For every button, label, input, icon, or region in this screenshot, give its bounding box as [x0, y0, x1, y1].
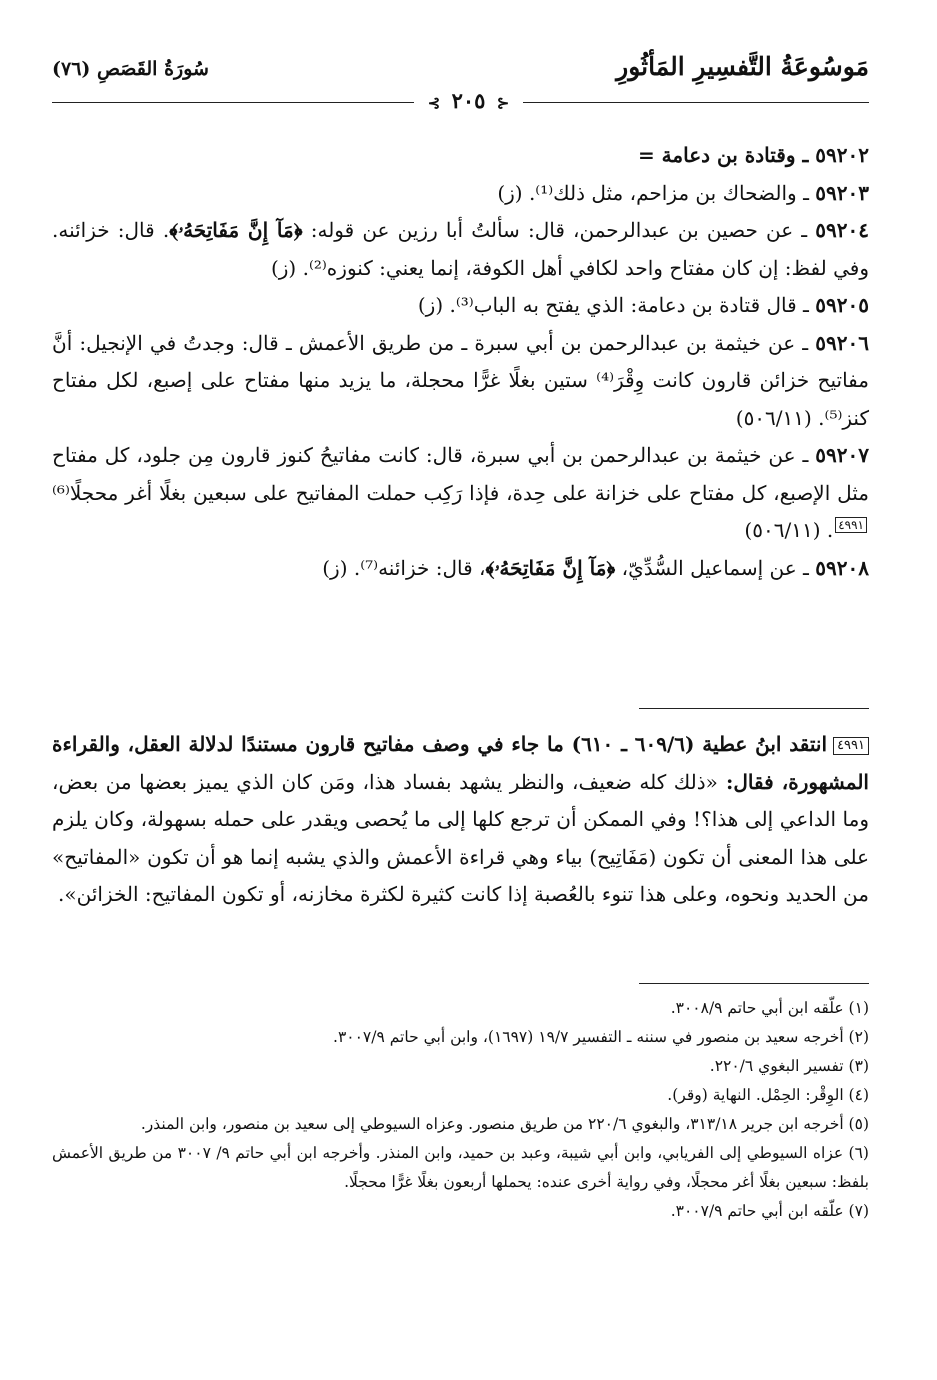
page-number-box — [414, 88, 524, 113]
entry-text-cont: . (٥٠٦/١١) — [744, 518, 834, 542]
footnotes — [52, 994, 869, 1226]
entry-text: ـ وقتادة بن دعامة = — [637, 143, 816, 167]
entry-number: ٥٩٢٠٦ — [815, 330, 869, 355]
entry-text: ـ عن إسماعيل السُّدِّيّ، — [615, 555, 816, 580]
entry-text: ـ عن حصين بن عبدالرحمن، قال: سألتُ أبا رزين عن قوله: — [302, 218, 816, 242]
main-text — [52, 137, 869, 587]
entry-text: ـ والضحاك بن مزاحم، مثل ذلك⁽¹⁾. (ز) — [497, 180, 816, 205]
commentary-separator — [639, 708, 869, 709]
ornament-left-icon: ⊱ — [427, 94, 441, 112]
entry-number: ٥٩٢٠٥ — [815, 293, 869, 317]
entry-text: ـ عن خيثمة بن عبدالرحمن بن أبي سبرة ـ من طريق الأعمش ـ قال: وجدتُ في الإنجيل: أنَّ مفاتيح خزائن قارون كانت وِقْرَ⁽⁴⁾ ستين بغلًا غرًّا محجلة، ما يزيد منها مفتاح على إصبع، لكل مفتاح كنز⁽⁵⁾. (٥٠٦/١١) — [52, 330, 869, 430]
entry-59208 — [52, 550, 869, 588]
quran-quote: ﴿مَآ إِنَّ مَفَاتِحَهُۥ﴾ — [169, 218, 303, 242]
commentary-quote: «ذلك كله ضعيف، والنظر يشهد بفساد هذا، ومَن كان الذي يميز بعضها من بعض، وما الداعي إلى هذا؟! وفي الممكن أن ترجع كلها إلى ما يُحصى ويقدر على حمله بسهولة، وكان يلزم على هذا المعنى أن تكون (مَفَاتِيح) بياء وهي قراءة الأعمش والذي يشبه إنما هو أن تكون «المفاتيح» من الحديد ونحوه، وعلى هذا تنوء بالعُصبة إذا كانت كثيرة لكثرة مخازنه، أو تكون المفاتيح: الخزائن». — [52, 769, 869, 906]
entry-text: ـ عن خيثمة بن عبدالرحمن بن أبي سبرة، قال: كانت مفاتيحُ كنوز قارون مِن جلود، كل مفتاح مثل الإصبع، كل مفتاح على خزانة على حِدة، فإذا رَكِب حملت المفاتيح على سبعين بغلًا أغر محجلًا⁽⁶⁾ — [52, 443, 869, 505]
commentary-lead: انتقد ابنُ عطية (٦٠٩/٦ ـ ٦١٠) ما جاء في وصف مفاتيح قارون مستندًا لدلالة العقل، والقراءة المشهورة، فقال: — [52, 732, 869, 794]
commentary-block — [52, 726, 869, 914]
entry-number: ٥٩٢٠٣ — [815, 180, 869, 205]
entry-number: ٥٩٢٠٢ — [815, 143, 869, 167]
entry-59205 — [52, 287, 869, 325]
entry-59203 — [52, 175, 869, 213]
footnote: (٢) أخرجه سعيد بن منصور في سننه ـ التفسير ١٩/٧ (١٦٩٧)، وابن أبي حاتم ٣٠٠٧/٩. — [333, 1028, 869, 1046]
entry-number: ٥٩٢٠٤ — [815, 218, 869, 242]
entry-text: ـ قال قتادة بن دعامة: الذي يفتح به الباب⁽³⁾. (ز) — [417, 293, 816, 317]
commentary-ref-mark: ٤٩٩١ — [835, 517, 867, 533]
footnote: (٣) تفسير البغوي ٢٢٠/٦. — [709, 1057, 869, 1075]
entry-text-cont: ، قال: خزائنه⁽⁷⁾. (ز) — [322, 555, 486, 580]
entry-number: ٥٩٢٠٧ — [815, 443, 869, 467]
entry-59204 — [52, 212, 869, 287]
footnote: (٥) أخرجه ابن جرير ٣١٣/١٨، والبغوي ٢٢٠/٦ من طريق منصور. وعزاه السيوطي إلى سعيد بن منصور، وابن المنذر. — [140, 1115, 869, 1133]
book-title: مَوسُوعَةُ التَّفسِيرِ المَأثُورِ — [616, 52, 869, 81]
entry-59202 — [52, 137, 869, 175]
commentary-number-box: ٤٩٩١ — [833, 737, 869, 755]
footnote-separator — [639, 983, 869, 984]
footnote: (١) علّقه ابن أبي حاتم ٣٠٠٨/٩. — [670, 999, 869, 1017]
page-number: ٢٠٥ — [451, 88, 486, 113]
footnote: (٤) الوِقْر: الحِمْل. النهاية (وقر). — [667, 1086, 869, 1104]
entry-text-cont: . قال: خزائنه. وفي لفظ: إن كان مفتاح واحد لكافي أهل الكوفة، إنما يعني: كنوزه⁽²⁾. (ز) — [52, 218, 869, 280]
ornament-right-icon: ⊰ — [496, 94, 510, 112]
page-number-wrap — [0, 88, 937, 113]
entry-59206 — [52, 325, 869, 438]
surah-label: سُورَةُ القَصَصِ (٧٦) — [52, 58, 209, 80]
entry-number: ٥٩٢٠٨ — [815, 555, 869, 580]
footnote: (٦) عزاه السيوطي إلى الفريابي، وابن أبي شيبة، وعبد بن حميد، وابن المنذر. وأخرجه ابن أبي حاتم ٩/ ٣٠٠٧ من طريق الأعمش بلفظ: سبعين بغلًا أغر محجلًا، وفي رواية أخرى عنده: يحملها أربعون بغلًا غرًّا محجلًا. — [52, 1144, 869, 1191]
footnote: (٧) علّقه ابن أبي حاتم ٣٠٠٧/٩. — [670, 1202, 869, 1220]
entry-59207 — [52, 437, 869, 550]
quran-quote: ﴿مَآ إِنَّ مَفَاتِحَهُۥ﴾ — [485, 555, 616, 580]
